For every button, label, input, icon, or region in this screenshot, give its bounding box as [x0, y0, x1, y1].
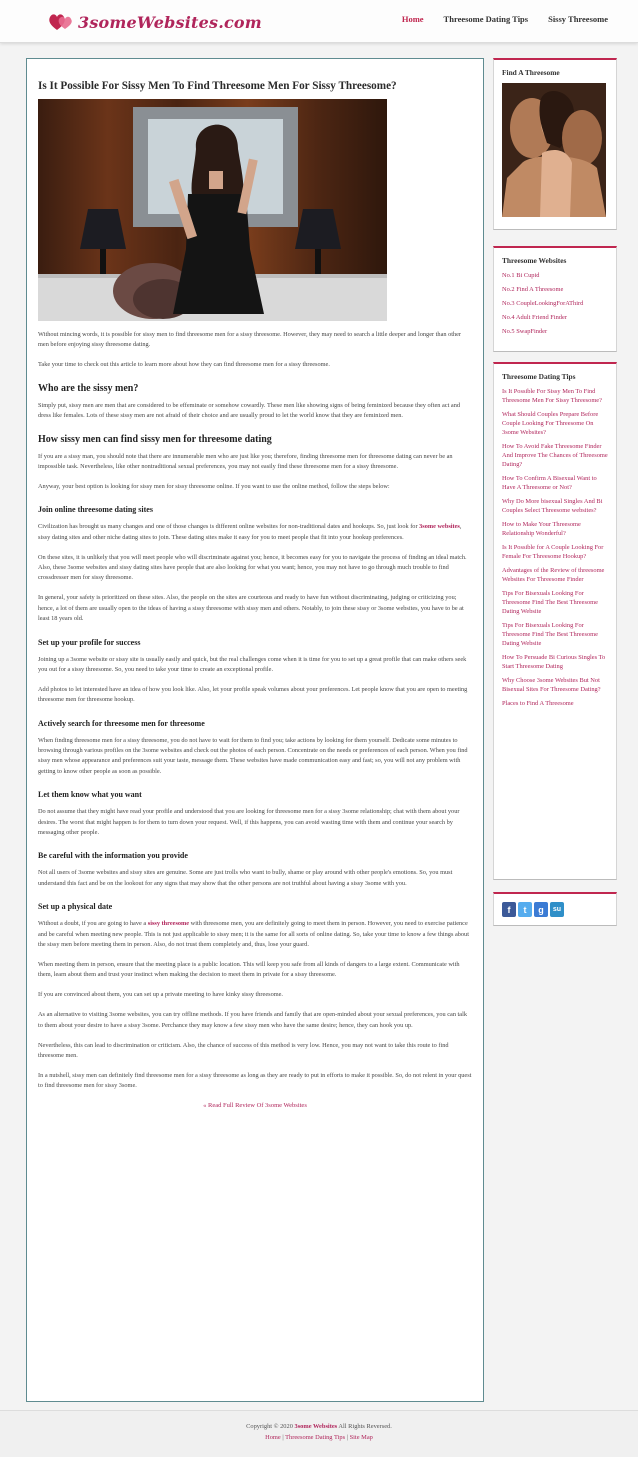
nav-home[interactable]: Home: [401, 14, 424, 24]
facebook-icon[interactable]: f: [502, 902, 516, 917]
article-paragraph: Do not assume that they might have read your profile and understood that you are looking for threesome men for a sissy 3some relationship; chat with them about your desires. The worst that might happen is for them to turn down your request. Well, if this happens, you can avoid wasting time with them and continue your search by messaging other people.: [38, 808, 460, 837]
nav-threesome-dating-tips[interactable]: Threesome Dating Tips: [443, 14, 529, 24]
widget-title: Find A Threesome: [502, 68, 560, 77]
subsection-heading: Let them know what you want: [38, 790, 142, 800]
3some-websites-link[interactable]: 3some websites: [419, 523, 460, 531]
twitter-icon[interactable]: t: [518, 902, 532, 917]
stumbleupon-icon[interactable]: su: [550, 902, 564, 917]
website-link[interactable]: No.2 Find A Threesome: [502, 286, 564, 293]
article-paragraph: In a nutshell, sissy men can definitely find threesome men for a sissy threesome as long as they are ready to put in efforts to make it possible. So, do not relent in your quest to find threesome men for sissy 3some.: [38, 1071, 472, 1090]
heart-logo-icon: [48, 12, 74, 32]
social-widget: [493, 892, 617, 926]
article-paragraph: Add photos to let interested have an idea of how you look like. Also, let your profile speak volumes about your preferences. Let people know that you are open to meeting threesome men for threesome hookup.: [38, 685, 468, 704]
site-header: [0, 0, 638, 43]
section-heading: How sissy men can find sissy men for threesome dating: [38, 433, 272, 445]
dating-tips-widget: [493, 362, 617, 880]
tip-link[interactable]: How To Persuade Bi Curious Singles To Start Threesome Dating: [502, 654, 606, 670]
article-paragraph: If you are convinced about them, you can set up a private meeting to have kinky sissy threesome.: [38, 991, 283, 999]
google-icon[interactable]: g: [534, 902, 548, 917]
article-paragraph: Not all users of 3some websites and sissy sites are genuine. Some are just trolls who want to bully, shame or play around with other people's emotions. So, you must understand this fact and be on the lookout for any signs that may show that the other persons are not truthful about having a sissy 3some with you.: [38, 869, 453, 887]
subsection-heading: Set up your profile for success: [38, 637, 141, 647]
copyright-suffix: All Rights Reversed.: [337, 1423, 392, 1430]
tip-link[interactable]: Tips For Bisexuals Looking For Threesome Find The Best Threesome Dating Website: [502, 622, 598, 647]
tip-link[interactable]: How to Make Your Threesome Relationship Wonderful?: [502, 521, 581, 537]
footer-link-site-map[interactable]: Site Map: [349, 1434, 373, 1441]
article-paragraph: Joining up a 3some website or sissy site is usually easily and quick, but the real challenges come when it is time for you to set up a great profile that can make others seek you out for a sissy threesome. So, you need to take your time to create an exceptional profile.: [38, 655, 467, 673]
article-paragraph: [38, 919, 472, 950]
main-nav: [402, 14, 608, 24]
article-paragraph: When meeting them in person, ensure that the meeting place is a public location. This will keep you safe from all kinds of dangers to a large extent. Communicate with them, learn about them and trust your instinct when making the decision to meet them in private for a sissy threesome.: [38, 961, 460, 979]
nav-sissy-threesome[interactable]: Sissy Threesome: [548, 14, 608, 24]
text-span: , sissy dating sites and other niche dating sites to join. These dating sites make it easy for you to meet people that fit into your hookup preferences.: [38, 523, 462, 541]
subsection-heading: Set up a physical date: [38, 902, 113, 912]
article-container: [26, 58, 484, 1402]
website-link[interactable]: No.3 CoupleLookingForAThird: [502, 300, 584, 307]
tips-list: [502, 387, 608, 708]
article-paragraph: Take your time to check out this article to learn more about how they can find threesome men for a sissy threesome.: [38, 361, 330, 369]
article-paragraph: Nevertheless, this can lead to discrimination or criticism. Also, the chance of success of this method is very low. Hence, you may not want to take this route to find threesome men.: [38, 1041, 449, 1059]
widget-title: Threesome Dating Tips: [502, 372, 576, 381]
article-paragraph: Simply put, sissy men are men that are considered to be effeminate or somehow cowardly. These men like showing signs of being feminized because they often act and dress like females. Lots of these sissy men are not afraid of their choice and are usually proud to let the world know that they are feminized men.: [38, 401, 461, 420]
tip-link[interactable]: Is It Possible for A Couple Looking For Female For Threesome Hookup?: [502, 544, 604, 560]
tip-link[interactable]: Why Choose 3some Websites But Not Bisexual Sites For Threesome Dating?: [502, 677, 601, 693]
article-paragraph: As an alternative to visiting 3some websites, you can try offline methods. If you have friends and family that are open-minded about your sexual preferences, you can talk to them about your desire to have a sissy 3some. Perchance they may know a few sissy men who have the same desire; hence, they can hook you up.: [38, 1011, 467, 1029]
tip-link[interactable]: How To Avoid Fake Threesome Finder And Improve The Chances of Threesome Dating?: [502, 443, 608, 468]
find-threesome-widget: [493, 58, 617, 230]
footer-link-dating-tips[interactable]: Threesome Dating Tips: [285, 1434, 346, 1441]
hero-image: [38, 99, 387, 321]
footer-link-home[interactable]: Home: [265, 1434, 281, 1441]
website-link[interactable]: No.5 SwapFinder: [502, 328, 548, 335]
threesome-websites-widget: [493, 246, 617, 352]
article-title: Is It Possible For Sissy Men To Find Threesome Men For Sissy Threesome?: [38, 80, 397, 92]
tip-link[interactable]: Why Do More bisexual Singles And Bi Couples Select Threesome websites?: [502, 498, 603, 514]
tip-link[interactable]: Is It Possible For Sissy Men To Find Threesome Men For Sissy Threesome?: [502, 388, 602, 404]
tip-link[interactable]: How To Confirm A Bisexual Want to Have A Threesome or Not?: [502, 475, 597, 491]
text-span: with threesome men, you are definitely going to meet them in person. However, you need to exercise patience and be careful when meeting new people. This is not just applicable to sissy men; it is the same for all sorts of online dating. So, take your time to know a few things about the sissy men before meeting them in person. Also, do not trust them completely and, thus, lose your guard.: [38, 920, 469, 949]
site-logo[interactable]: [48, 11, 262, 33]
article-paragraph: On these sites, it is unlikely that you will meet people who will discriminate against you; hence, it becomes easy for you to navigate the process of finding an ideal match. Also, these 3some websites and sissy dating sites have people that are also looking for what you want; hence, you may not have to go through much trouble to find crossdresser men for sissy threesome.: [38, 553, 467, 582]
article-paragraph: Without mincing words, it is possible for sissy men to find threesome men for a sissy threesome. However, they may need to search a little deeper and longer than other men before enjoying sissy threesome dating.: [38, 331, 462, 349]
tip-link[interactable]: What Should Couples Prepare Before Couple Looking For Threesome On 3some Websites?: [502, 411, 599, 436]
article-paragraph: If you are a sissy man, you should note that there are innumerable men who are just like you; therefore, finding threesome men for threesome dating can never be an impossible task. Nevertheless, like other nontraditional sexual preferences, you may not easily find these threesome men for a sissy threesome.: [38, 452, 453, 470]
copyright: [0, 1423, 638, 1430]
footer-separator: |: [345, 1434, 350, 1441]
social-links: [502, 902, 608, 917]
widget-title: Threesome Websites: [502, 256, 567, 265]
logo-text: 3someWebsites.com: [78, 12, 262, 32]
footer-separator: |: [280, 1434, 286, 1441]
subsection-heading: Actively search for threesome men for threesome: [38, 718, 205, 728]
footer-links: [0, 1434, 638, 1441]
site-footer: [0, 1410, 638, 1457]
tip-link[interactable]: Places to Find A Threesome: [502, 700, 574, 707]
subsection-heading: Be careful with the information you provide: [38, 851, 188, 861]
text-span: Without a doubt, if you are going to have a: [38, 920, 148, 928]
article-paragraph: Anyway, your best option is looking for sissy men for sissy threesome online. If you want to use the online method, follow the steps below:: [38, 482, 390, 490]
tip-link[interactable]: Tips For Bisexuals Looking For Threesome Find The Best Threesome Dating Website: [502, 590, 598, 615]
section-heading: Who are the sissy men?: [38, 382, 139, 394]
website-link[interactable]: No.4 Adult Friend Finder: [502, 314, 567, 321]
copyright-prefix: Copyright © 2020: [246, 1423, 295, 1430]
website-link[interactable]: No.1 Bi Cupid: [502, 272, 540, 279]
article-paragraph: [38, 522, 472, 543]
read-full-review-link[interactable]: « Read Full Review Of 3some Websites: [203, 1101, 307, 1109]
tip-link[interactable]: Advantages of the Review of threesome Websites For Threesome Finder: [502, 567, 605, 583]
websites-list: [502, 271, 608, 336]
subsection-heading: Join online threesome dating sites: [38, 505, 153, 515]
sissy-threesome-link[interactable]: sissy threesome: [147, 920, 190, 928]
text-span: Civilization has brought us many changes and one of those changes is different online websites for non-traditional dates and hookups. So, just look for: [38, 523, 420, 531]
footer-brand: 3some Websites: [294, 1423, 338, 1430]
find-threesome-ad-image[interactable]: [502, 83, 606, 217]
article-paragraph: When finding threesome men for a sissy threesome, you do not have to wait for them to find you; take actions by looking for them yourself. Dedicate some minutes to browsing through various profiles on the 3some websites and check out the photos of each person. Concentrate on the needs or preferences of each person. When you find sissy men whose appearance and preferences suit your taste, message them. These websites have made communication easy and fast; so, you will not any problem with getting to know other people as soon as possible.: [38, 736, 468, 775]
article-paragraph: In general, your safety is prioritized on these sites. Also, the people on the sites are courteous and ready to have fun without discriminating, judging or criticizing you; hence, a lot of them are usually open to the ideas of having a sissy threesome with sissy men and others. Notably, to join these sissy or 3some websites, you have to be at least 18 years old.: [38, 594, 464, 623]
